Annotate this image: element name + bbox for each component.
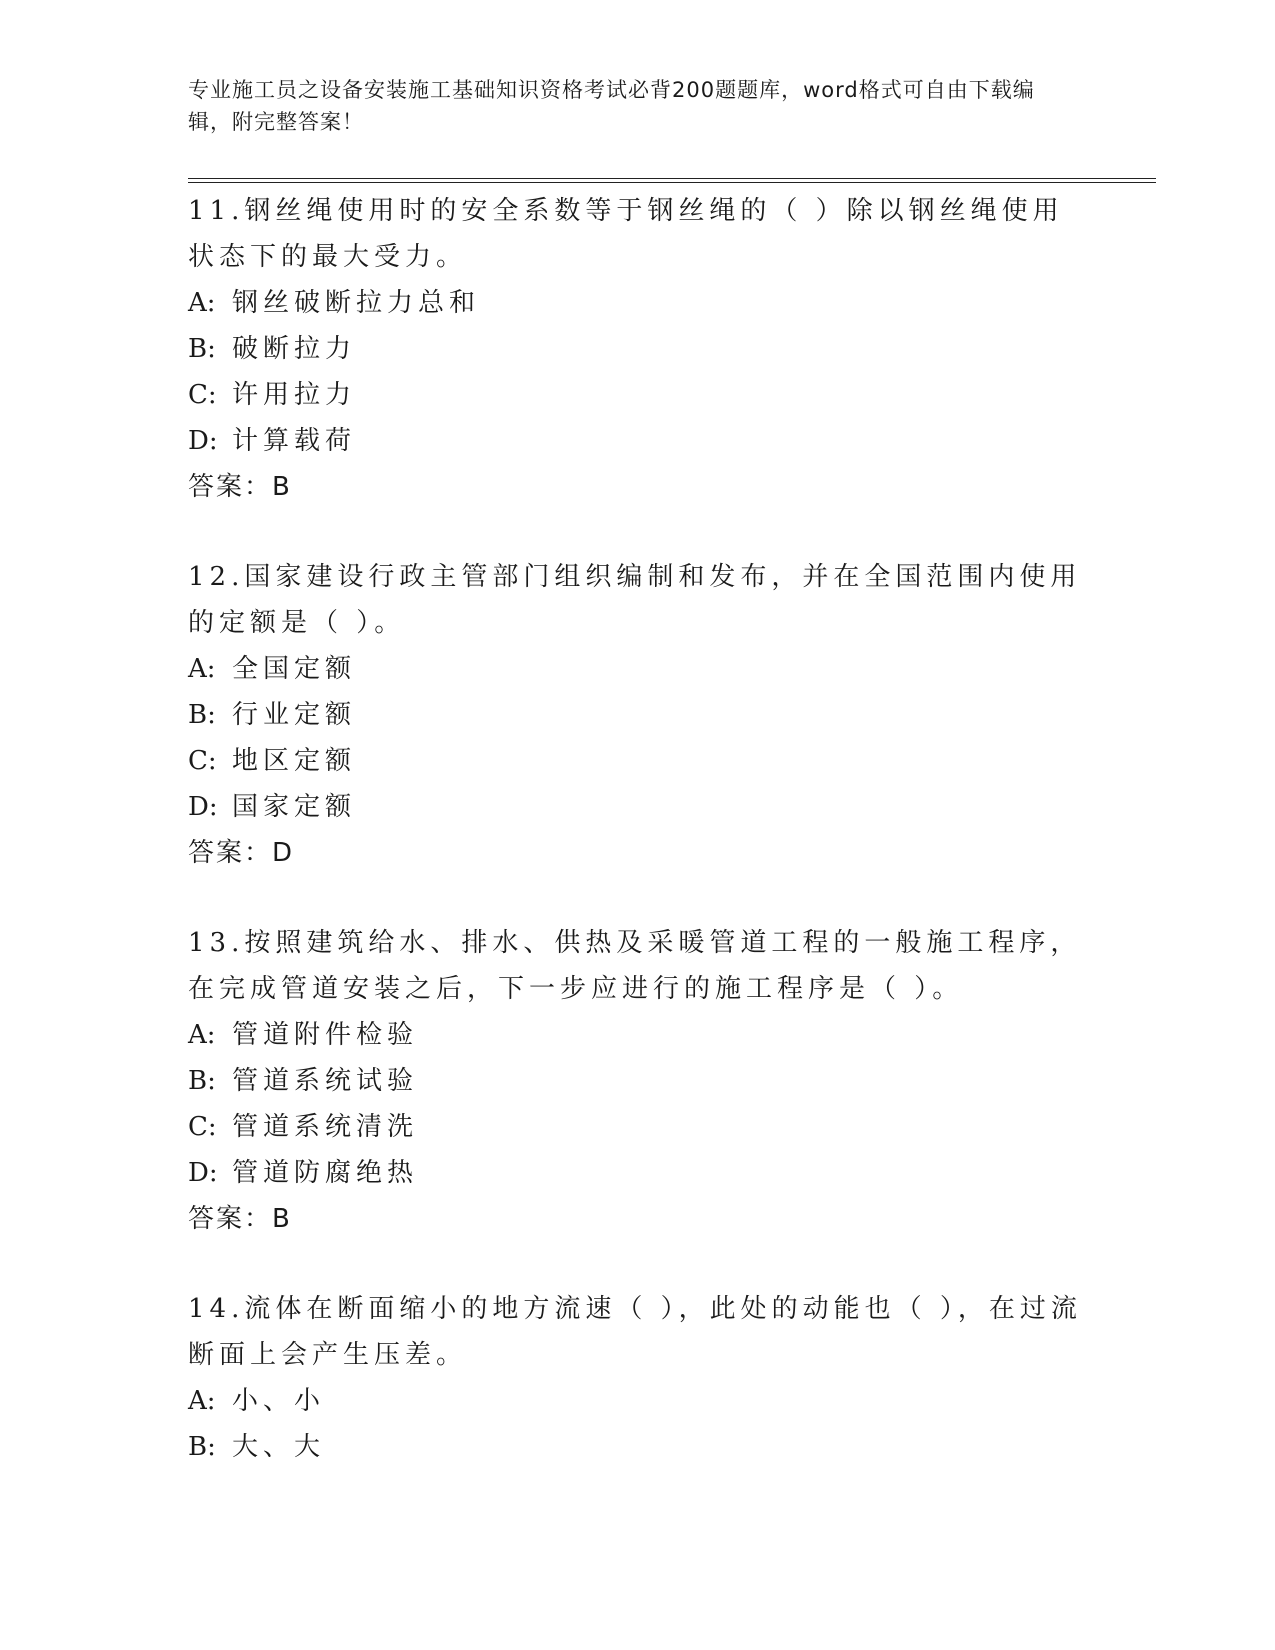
document-title: 专业施工员之设备安装施工基础知识资格考试必背200题题库，word格式可自由下载编辑，附完整答案！ — [188, 78, 1035, 134]
option-b — [188, 1424, 1088, 1470]
option-b — [188, 1058, 1088, 1104]
question-item — [188, 188, 1088, 510]
question-list — [188, 188, 1088, 1514]
option-b — [188, 326, 1088, 372]
option-letter: C: — [188, 380, 217, 410]
option-c — [188, 738, 1088, 784]
option-b — [188, 692, 1088, 738]
option-text: 小、小 — [232, 1386, 326, 1416]
option-text: 管道防腐绝热 — [232, 1158, 419, 1188]
option-letter: D: — [188, 426, 218, 456]
option-letter: A: — [188, 1020, 216, 1050]
question-stem: 12.国家建设行政主管部门组织编制和发布，并在全国范围内使用的定额是（ ）。 — [188, 562, 1082, 638]
option-d — [188, 784, 1088, 830]
question-item — [188, 1286, 1088, 1470]
question-stem: 13.按照建筑给水、排水、供热及采暖管道工程的一般施工程序，在完成管道安装之后，下一步应进行的施工程序是（ ）。 — [188, 928, 1082, 1004]
option-text: 全国定额 — [232, 654, 357, 684]
question-stem: 14.流体在断面缩小的地方流速（ ），此处的动能也（ ），在过流断面上会产生压差。 — [188, 1294, 1082, 1370]
option-letter: B: — [188, 700, 216, 730]
answer-line: 答案：D — [188, 838, 295, 868]
option-a — [188, 1012, 1088, 1058]
page-header — [188, 74, 1068, 138]
question-stem: 11.钢丝绳使用时的安全系数等于钢丝绳的（ ）除以钢丝绳使用状态下的最大受力。 — [188, 196, 1064, 272]
option-d — [188, 1150, 1088, 1196]
option-text: 大、大 — [232, 1432, 326, 1462]
option-letter: A: — [188, 288, 216, 318]
option-letter: C: — [188, 746, 217, 776]
option-text: 破断拉力 — [232, 334, 357, 364]
option-text: 行业定额 — [232, 700, 357, 730]
answer-line: 答案：B — [188, 1204, 292, 1234]
option-a — [188, 1378, 1088, 1424]
option-d — [188, 418, 1088, 464]
option-text: 管道系统清洗 — [232, 1112, 419, 1142]
option-letter: A: — [188, 654, 216, 684]
option-letter: B: — [188, 334, 216, 364]
answer-line: 答案：B — [188, 472, 292, 502]
option-text: 管道附件检验 — [232, 1020, 419, 1050]
option-c — [188, 1104, 1088, 1150]
header-divider — [188, 178, 1156, 183]
option-text: 地区定额 — [232, 746, 357, 776]
option-letter: D: — [188, 792, 218, 822]
option-text: 计算载荷 — [232, 426, 357, 456]
option-letter: B: — [188, 1432, 216, 1462]
option-letter: A: — [188, 1386, 216, 1416]
question-item — [188, 920, 1088, 1242]
question-item — [188, 554, 1088, 876]
option-letter: D: — [188, 1158, 218, 1188]
option-a — [188, 646, 1088, 692]
option-letter: C: — [188, 1112, 217, 1142]
option-letter: B: — [188, 1066, 216, 1096]
option-text: 国家定额 — [232, 792, 357, 822]
option-text: 钢丝破断拉力总和 — [232, 288, 481, 318]
option-c — [188, 372, 1088, 418]
option-text: 管道系统试验 — [232, 1066, 419, 1096]
option-text: 许用拉力 — [232, 380, 357, 410]
option-a — [188, 280, 1088, 326]
